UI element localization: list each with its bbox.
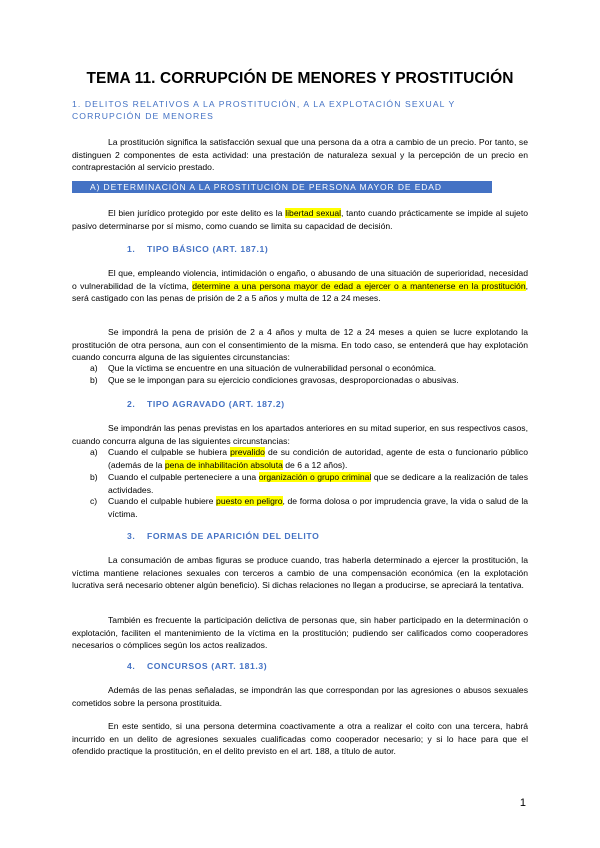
consumacion-paragraph: La consumación de ambas figuras se produce cuando, tras haberla determinado a ejercer la prostitución, la víctima mantiene relaciones sexuales con terceros a cambio de una compensación económica (en la explotación lucrativa será necesario obtener algún beneficio). Si dichas relaciones no llegan a producirse, se apreciará la tentativa. bbox=[72, 555, 528, 590]
heading-formas-aparicion: 3. FORMAS DE APARICIÓN DEL DELITO bbox=[127, 531, 320, 541]
heading-tipo-basico: 1. TIPO BÁSICO (ART. 187.1) bbox=[127, 244, 269, 254]
page-number: 1 bbox=[519, 797, 526, 809]
lucro-paragraph: Se impondrá la pena de prisión de 2 a 4 años y multa de 12 a 24 meses a quien se lucre explotando la prostitución de otra persona, aun con el consentimiento de la misma. En todo caso, se entenderá que hay explotación cuando concurra alguna de las siguientes circunstancias: bbox=[72, 327, 528, 362]
heading-concursos: 4. CONCURSOS (ART. 181.3) bbox=[127, 661, 268, 671]
sentido-paragraph: En este sentido, si una persona determina coactivamente a otra a realizar el coito con una tercera, habrá incurrido en un delito de agresiones sexuales cualificadas como cooperador necesario; y si lo hace para que el ofendido practique la prostitución, en el delito previsto en el art. 188, a título de autor. bbox=[72, 721, 528, 756]
agravado-paragraph: Se impondrán las penas previstas en los apartados anteriores en su mitad superior, en sus respectivos casos, cuando concurra alguna de las siguientes circunstancias: bbox=[72, 423, 528, 446]
heading-tipo-agravado: 2. TIPO AGRAVADO (ART. 187.2) bbox=[127, 399, 285, 409]
section-heading: 1. DELITOS RELATIVOS A LA PROSTITUCIÓN, A LA EXPLOTACIÓN SEXUAL Y CORRUPCIÓN DE MENORES bbox=[72, 99, 456, 121]
page-title: TEMA 11. CORRUPCIÓN DE MENORES Y PROSTITUCIÓN bbox=[86, 70, 514, 87]
list-item: b) Que se le impongan para su ejercicio condiciones gravosas, desproporcionadas o abusivas. bbox=[90, 375, 459, 385]
concursos-paragraph: Además de las penas señaladas, se impondrán las que correspondan por las agresiones o abusos sexuales cometidos sobre la persona prostituida. bbox=[72, 685, 528, 708]
tipo-basico-paragraph: El que, empleando violencia, intimidación o engaño, o abusando de una situación de superioridad, necesidad o vulnerabilidad de la víctima, determine a una persona mayor de edad a ejercer o a mantenerse en la prostitución, será castigado con las penas de prisión de 2 a 5 años y multa de 12 a 24 meses. bbox=[72, 268, 528, 303]
list-item: a) Cuando el culpable se hubiera prevalido de su condición de autoridad, agente de esta o funcionario público (además de la pena de inhabilitación absoluta de 6 a 12 años). bbox=[90, 447, 528, 470]
bien-juridico-paragraph: El bien jurídico protegido por este delito es la libertad sexual, tanto cuando prácticamente se impide al sujeto pasivo determinarse por sí mismo, como cuando se limita su capacidad de decisión. bbox=[72, 208, 528, 231]
list-item: b) Cuando el culpable perteneciere a una organización o grupo criminal que se dedicare a la realización de tales actividades. bbox=[90, 472, 528, 495]
intro-paragraph: La prostitución significa la satisfacción sexual que una persona da a otra a cambio de un precio. Por tanto, se distinguen 2 componentes de esta actividad: una prestación de naturaleza sexual y la percepción de un precio en contraprestación al servicio prestado. bbox=[72, 137, 528, 172]
subsection-band: A) DETERMINACIÓN A LA PROSTITUCIÓN DE PERSONA MAYOR DE EDAD bbox=[72, 181, 492, 193]
list-item: c) Cuando el culpable hubiere puesto en peligro, de forma dolosa o por imprudencia grave, la vida o salud de la víctima. bbox=[90, 496, 529, 519]
list-item: a) Que la víctima se encuentre en una situación de vulnerabilidad personal o económica. bbox=[90, 363, 437, 373]
participacion-paragraph: También es frecuente la participación delictiva de personas que, sin haber participado en la determinación o explotación, faciliten el mantenimiento de la víctima en la prostitución; pudiendo ser calificados como cooperadores necesarios o cómplices según los actos realizados. bbox=[72, 615, 528, 650]
